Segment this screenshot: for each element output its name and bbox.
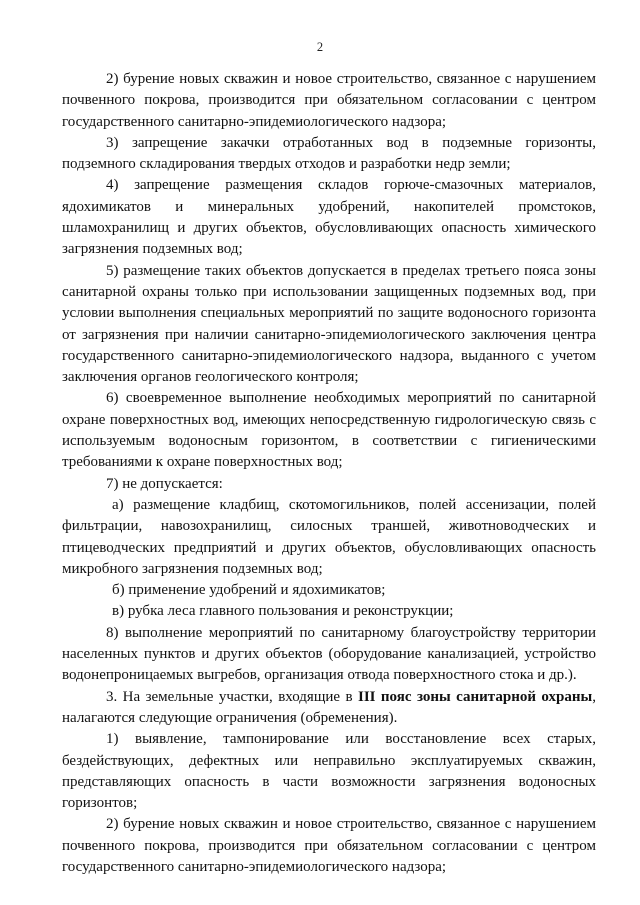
paragraph-subitem-7a: а) размещение кладбищ, скотомогильников, полей ассенизации, полей фильтрации, навозохранилищ, силосных траншей, животноводческих и птицеводческих предприятий и других объектов, обусловливающих опасность микробного загрязнения подземных вод;	[62, 496, 596, 577]
document-body	[62, 69, 596, 878]
paragraph-item-4-storage: 4) запрещение размещения складов горюче-смазочных материалов, ядохимикатов и минеральных удобрений, накопителей промстоков, шламохранилищ и других объектов, обусловливающих опасность химического загрязнения подземных вод;	[62, 177, 596, 258]
paragraph-item-2-drilling: 2) бурение новых скважин и новое строительство, связанное с нарушением почвенного покрова, производится при обязательном согласовании с центром государственного санитарно-эпидемиологического надзора;	[62, 71, 596, 130]
section-3-item-1-wells: 1) выявление, тампонирование или восстановление всех старых, бездействующих, дефектных или неправильно эксплуатируемых скважин, представляющих опасность в части возможности загрязнения водоносных горизонтов;	[62, 731, 596, 812]
paragraph-subitem-7b: б) применение удобрений и ядохимикатов;	[112, 582, 386, 599]
paragraph-item-7-not-allowed: 7) не допускается:	[106, 475, 223, 492]
paragraph-item-6-surface-water: 6) своевременное выполнение необходимых мероприятий по санитарной охране поверхностных вод, имеющих непосредственную гидрологическую связь с используемым водоносным горизонтом, в соответствии с гигиеническими требованиями к охране поверхностных вод;	[62, 390, 596, 471]
section-3-bold-zone: III пояс зоны санитарной охраны	[357, 688, 593, 705]
paragraph-item-5-placement: 5) размещение таких объектов допускается в пределах третьего пояса зоны санитарной охраны только при использовании защищенных подземных вод, при условии выполнения специальных мероприятий по защите водоносного горизонта от загрязнения при наличии санитарно-эпидемиологического заключения центра государственного санитарно-эпидемиологического надзора, выданного с учетом заключения органов геологического контроля;	[62, 262, 596, 386]
section-3-suffix: , налагаются следующие ограничения (обременения).	[62, 688, 596, 726]
section-3-heading	[62, 687, 596, 730]
section-3-prefix: 3. На земельные участки, входящие в	[106, 688, 358, 705]
section-3-item-2-drilling: 2) бурение новых скважин и новое строительство, связанное с нарушением почвенного покрова, производится при обязательном согласовании с центром государственного санитарно-эпидемиологического надзора;	[62, 816, 596, 875]
paragraph-subitem-7c: в) рубка леса главного пользования и реконструкции;	[112, 603, 454, 620]
paragraph-item-8-improvement: 8) выполнение мероприятий по санитарному благоустройству территории населенных пунктов и других объектов (оборудование канализацией, устройство водонепроницаемых выгребов, организация отвода поверхностного стока и др.).	[62, 624, 596, 684]
page-number: 2	[316, 40, 324, 54]
paragraph-item-3-injection: 3) запрещение закачки отработанных вод в подземные горизонты, подземного складирования твердых отходов и разработки недр земли;	[62, 134, 596, 173]
